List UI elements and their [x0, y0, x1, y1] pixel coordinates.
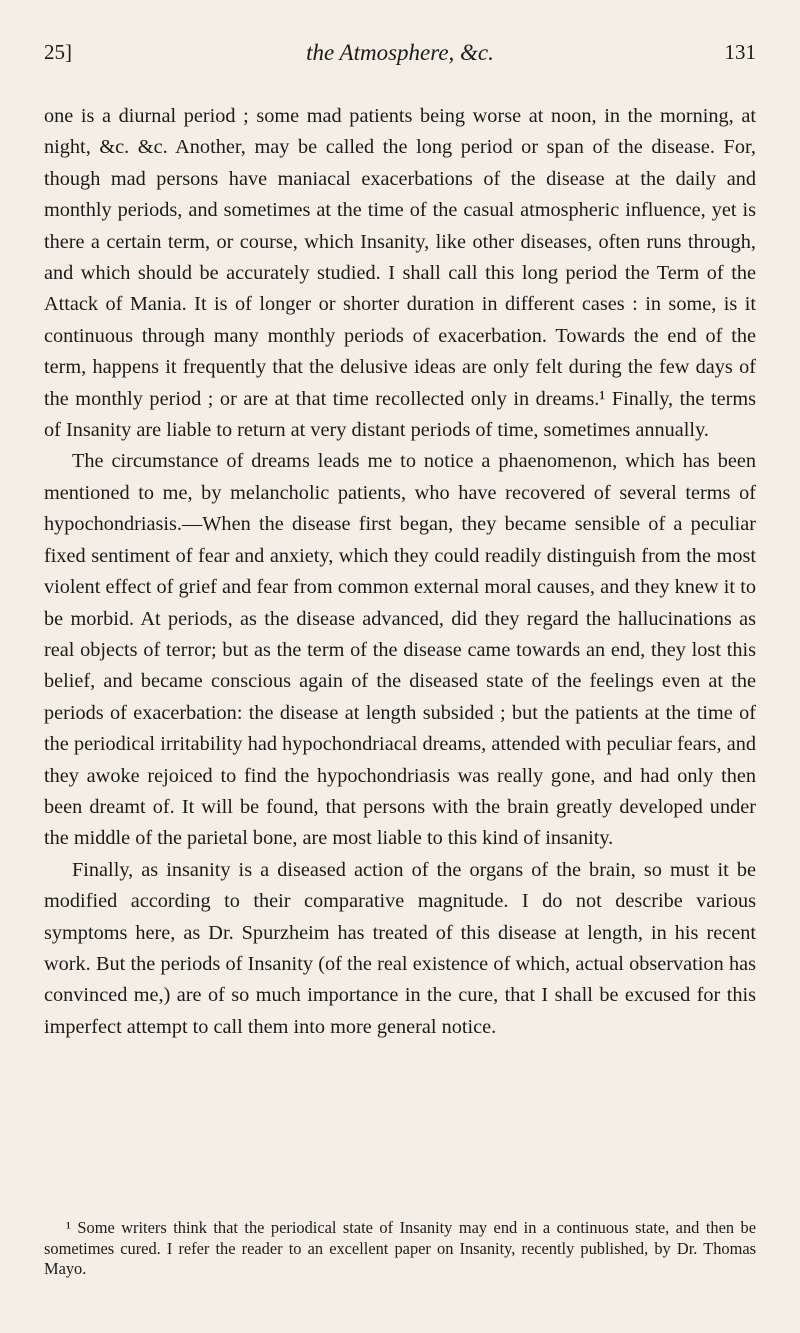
footnote	[44, 1218, 756, 1280]
footnote-text: ¹ Some writers think that the periodical state of Insanity may end in a continuous state, and then be sometimes cured. I refer the reader to an excellent paper on Insanity, recently published, by Dr. Thomas Mayo.	[44, 1218, 756, 1278]
running-title: the Atmosphere, &c.	[306, 40, 494, 65]
page-ref-left: 25]	[44, 40, 72, 64]
page-number: 131	[724, 40, 756, 64]
paragraph-3: Finally, as insanity is a diseased action of the organs of the brain, so must it be modified according to their comparative magnitude. I do not describe various symptoms here, as Dr. Spurzheim has treated of this disease at length, in his recent work. But the periods of Insanity (of the real existence of which, actual observation has convinced me,) are of so much importance in the cure, that I shall be excused for this imperfect attempt to call them into more general notice.	[44, 858, 756, 1038]
main-text	[44, 101, 756, 1043]
paragraph-2: The circumstance of dreams leads me to notice a phaenomenon, which has been mentioned to me, by melancholic patients, who have recovered of several terms of hypochondriasis.—When the disease first began, they became sensible of a peculiar fixed sentiment of fear and anxiety, which they could readily distinguish from the most violent effect of grief and fear from common external moral causes, and they knew it to be morbid. At periods, as the disease advanced, did they regard the hallucinations as real objects of terror; but as the term of the disease came towards an end, they lost this belief, and became conscious again of the diseased state of the feelings even at the periods of exacerbation: the disease at length subsided ; but the patients at the time of the periodical irritability had hypochondriacal dreams, attended with peculiar fears, and they awoke rejoiced to find the hypochondriasis was really gone, and had only then been dreamt of. It will be found, that persons with the brain greatly developed under the middle of the parietal bone, are most liable to this kind of insanity.	[44, 450, 756, 850]
running-header	[44, 40, 756, 74]
paragraph-1: one is a diurnal period ; some mad patients being worse at noon, in the morning, at night, &c. &c. Another, may be called the long period or span of the disease. For, though mad persons have maniacal exacerbations of the disease at the daily and monthly periods, and sometimes at the time of the casual atmospheric influence, yet is there a certain term, or course, which Insanity, like other diseases, often runs through, and which should be accurately studied. I shall call this long period the Term of the Attack of Mania. It is of longer or shorter duration in different cases : in some, is it continuous through many monthly periods of exacerbation. Towards the end of the term, happens it frequently that the delusive ideas are only felt during the few days of the monthly period ; or are at that time recollected only in dreams.¹ Finally, the terms of Insanity are liable to return at very distant periods of time, sometimes annually.	[44, 105, 756, 442]
book-page	[44, 0, 756, 1333]
